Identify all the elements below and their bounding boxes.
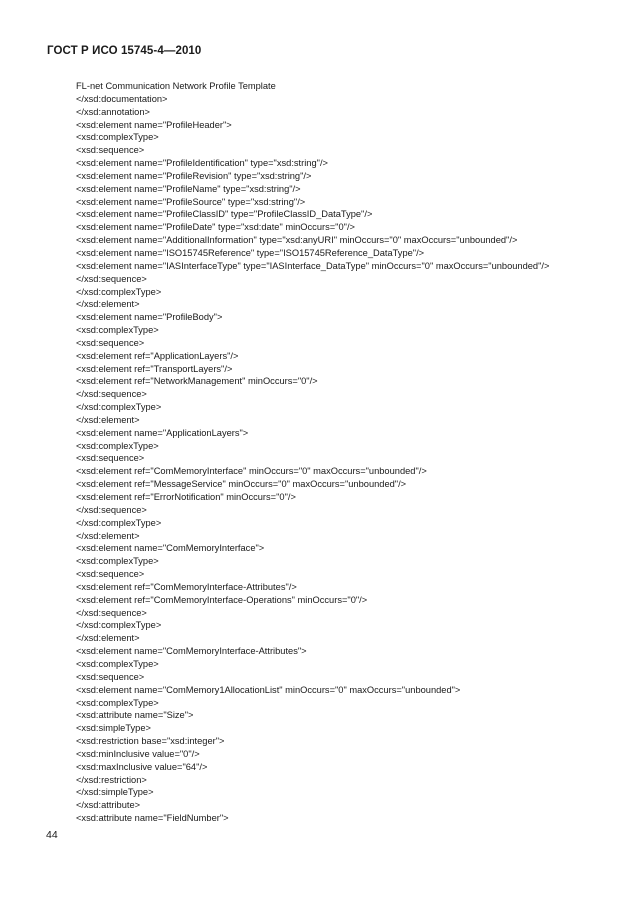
code-line: </xsd:element> — [76, 530, 140, 541]
code-line: <xsd:sequence> — [76, 453, 145, 464]
code-line: <xsd:element name="ProfileRevision" type="xsd:string"/> — [76, 170, 312, 181]
code-line: <xsd:element name="ProfileHeader"> — [76, 119, 232, 130]
code-line: </xsd:sequence> — [76, 504, 147, 515]
code-line: </xsd:complexType> — [76, 620, 162, 631]
code-line: <xsd:element ref="NetworkManagement" minOccurs="0"/> — [76, 376, 318, 387]
code-line: <xsd:element name="ComMemory1AllocationList" minOccurs="0" maxOccurs="unbounded"> — [76, 684, 461, 695]
code-line: <xsd:complexType> — [76, 556, 159, 567]
code-line: <xsd:simpleType> — [76, 723, 151, 734]
code-line: <xsd:element name="ComMemoryInterface-Attributes"> — [76, 646, 307, 657]
code-line: <xsd:element name="IASInterfaceType" type="IASInterface_DataType" minOccurs="0" maxOccurs="unbounded"/> — [76, 260, 550, 271]
code-line: <xsd:element name="ProfileClassID" type="ProfileClassID_DataType"/> — [76, 209, 373, 220]
code-line: <xsd:sequence> — [76, 145, 145, 156]
code-line: <xsd:element name="ProfileName" type="xsd:string"/> — [76, 183, 301, 194]
page-number: 44 — [46, 829, 58, 841]
code-line: <xsd:sequence> — [76, 337, 145, 348]
code-line: <xsd:element ref="ComMemoryInterface" minOccurs="0" maxOccurs="unbounded"/> — [76, 466, 427, 477]
code-line: </xsd:documentation> — [76, 93, 168, 104]
code-line: <xsd:element ref="TransportLayers"/> — [76, 363, 233, 374]
code-line: </xsd:element> — [76, 299, 140, 310]
code-line: <xsd:element name="ProfileIdentification" type="xsd:string"/> — [76, 158, 328, 169]
code-line: <xsd:element name="ProfileDate" type="xsd:date" minOccurs="0"/> — [76, 222, 355, 233]
code-line: <xsd:element ref="MessageService" minOccurs="0" maxOccurs="unbounded"/> — [76, 479, 407, 490]
code-line: </xsd:sequence> — [76, 273, 147, 284]
code-line: <xsd:element name="ISO15745Reference" type="ISO15745Reference_DataType"/> — [76, 247, 425, 258]
code-line: <xsd:complexType> — [76, 697, 159, 708]
code-line: <xsd:maxInclusive value="64"/> — [76, 761, 208, 772]
code-line: </xsd:element> — [76, 633, 140, 644]
code-line: <xsd:element name="ComMemoryInterface"> — [76, 543, 265, 554]
code-line: <xsd:element name="ProfileBody"> — [76, 312, 223, 323]
code-line: <xsd:minInclusive value="0"/> — [76, 748, 200, 759]
code-line: <xsd:restriction base="xsd:integer"> — [76, 736, 225, 747]
code-line: <xsd:attribute name="Size"> — [76, 710, 194, 721]
code-line: <xsd:element ref="ComMemoryInterface-Attributes"/> — [76, 581, 297, 592]
code-line: </xsd:sequence> — [76, 389, 147, 400]
code-line: <xsd:complexType> — [76, 325, 159, 336]
standard-header: ГОСТ Р ИСО 15745-4—2010 — [47, 45, 202, 57]
code-line: <xsd:element ref="ApplicationLayers"/> — [76, 350, 239, 361]
code-line: </xsd:complexType> — [76, 402, 162, 413]
code-line: <xsd:complexType> — [76, 658, 159, 669]
code-line: <xsd:element ref="ComMemoryInterface-Operations" minOccurs="0"/> — [76, 594, 368, 605]
code-line: <xsd:element name="ProfileSource" type="xsd:string"/> — [76, 196, 306, 207]
code-line: <xsd:element ref="ErrorNotification" minOccurs="0"/> — [76, 492, 296, 502]
code-line: </xsd:complexType> — [76, 286, 162, 297]
code-line: </xsd:attribute> — [76, 800, 141, 811]
code-line: <xsd:complexType> — [76, 132, 159, 143]
code-line: <xsd:sequence> — [76, 569, 145, 580]
xsd-code-block — [76, 80, 549, 825]
code-line: <xsd:sequence> — [76, 671, 145, 682]
code-line: <xsd:element name="ApplicationLayers"> — [76, 427, 249, 438]
code-line: </xsd:element> — [76, 414, 140, 425]
code-line: <xsd:element name="AdditionalInformation" type="xsd:anyURI" minOccurs="0" maxOccurs="unbounded"/> — [76, 235, 518, 246]
code-line: </xsd:sequence> — [76, 607, 147, 618]
code-line: </xsd:complexType> — [76, 517, 162, 528]
code-line: FL-net Communication Network Profile Template — [76, 81, 276, 91]
code-line: </xsd:annotation> — [76, 106, 150, 117]
code-line: </xsd:restriction> — [76, 774, 147, 785]
code-line: </xsd:simpleType> — [76, 787, 154, 798]
code-line: <xsd:attribute name="FieldNumber"> — [76, 813, 229, 824]
code-line: <xsd:complexType> — [76, 440, 159, 451]
